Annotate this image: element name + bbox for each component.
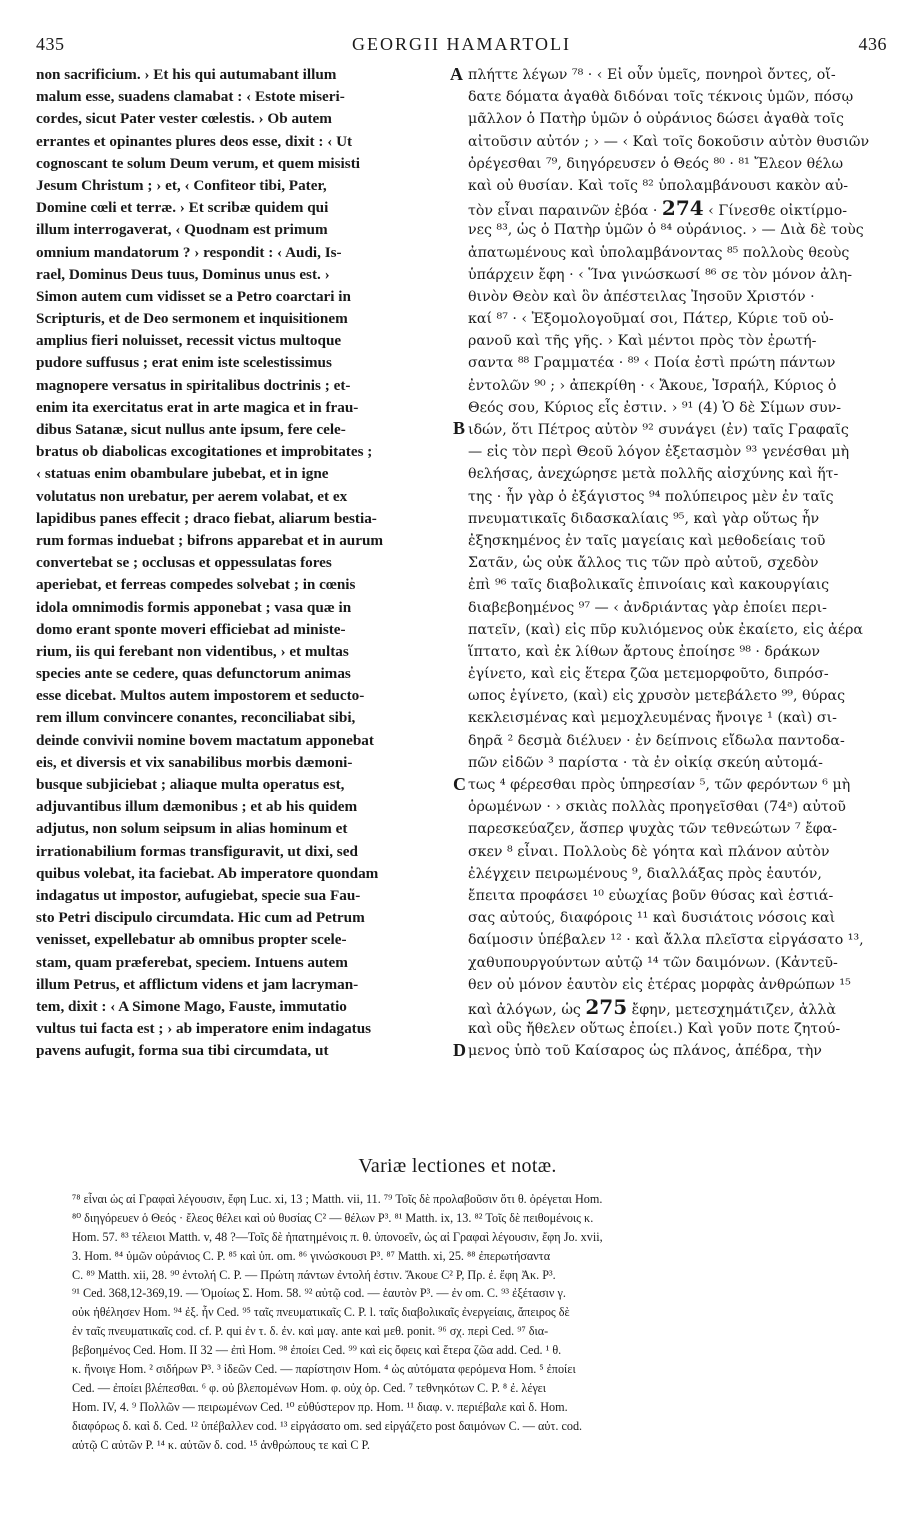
greek-text-line: καί ⁸⁷ · ‹ Ἐξομολογοῦμαί σοι, Πάτερ, Κύριε τοῦ οὐ- (468, 311, 834, 328)
note-line: Ced. — ἐποίει βλέπεσθαι. ⁶ φ. οὐ βλεπομένων Hom. φ. οὐχ ὁρ. Ced. ⁷ τεθνηκότων C. P. ⁸ ἐ. λέγει (72, 1380, 547, 1395)
latin-text-line: rium, iis qui ferebant non videntibus, › et multas (36, 642, 349, 660)
greek-text-line: ἐγίνετο, καὶ εἰς ἕτερα ζῶα μετεμορφοῦτο, διπρόσ- (468, 666, 829, 683)
greek-text-line: θεν οὐ μόνον ἑαυτὸν εἰς ἑτέρας μορφὰς ἀνθρώπων ¹⁵ (468, 976, 851, 993)
latin-text-column (36, 64, 454, 1062)
note-line: C. ⁸⁹ Matth. xii, 28. ⁹⁰ ἐντολή C. P. — Πρώτη πάντων ἐντολή ἐστιν. Ἄκουε C² P, Πρ. ἐ. ἔφη Ἀκ. P³. (72, 1267, 556, 1282)
running-title: GEORGII HAMARTOLI (351, 34, 572, 54)
greek-text-line: ἵπτατο, καὶ ἐκ λίθων ἄρτους ἐποίησε ⁹⁸ · δράκων (468, 643, 820, 660)
latin-text-line: pavens aufugit, forma sua tibi circumdata, ut (36, 1042, 329, 1060)
latin-text-line: Domine cœli et terræ. › Et scribæ quidem qui (36, 199, 329, 217)
note-line: οὐκ ἠθέλησεν Hom. ⁹⁴ ἐξ. ἦν Ced. ⁹⁵ ταῖς πνευματικαῖς C. P. l. ταῖς διαβολικαῖς ἐνεργείαις, ἄπειρος δὲ (72, 1305, 570, 1320)
latin-text-line: enim ita exercitatus erat in arte magica et in frau- (36, 398, 359, 416)
greek-text-line: ἐντολῶν ⁹⁰ ; › ἀπεκρίθη · ‹ Ἄκουε, Ἰσραήλ, Κύριος ὁ (468, 377, 837, 394)
critical-apparatus (72, 1190, 890, 1454)
note-line: Hom. 57. ⁸³ τέλειοι Matth. v, 48 ?—Τοῖς δὲ ἠπατημένοις π. θ. ὑπονοεῖν, ὡς αἱ Γραφαὶ λέγουσιν, ἔφη Jo. xvii, (72, 1229, 603, 1244)
notes-heading: Variæ lectiones et notæ. (358, 1155, 557, 1177)
latin-text-line: illum Petrus, et afflictum videns et jam lacryman- (36, 975, 359, 993)
left-page-number: 435 (36, 34, 65, 54)
greek-text-line: ἔπειτα προφάσει ¹⁰ εὐωχίας βοῦν θύσας καὶ ἑστιά- (468, 887, 834, 904)
latin-text-line: malum esse, suadens clamabat : ‹ Estote miseri- (36, 88, 345, 106)
greek-text-line: διαβεβοημένος ⁹⁷ — ‹ ἀνδριάντας γὰρ ἐποίει περι- (468, 599, 827, 616)
greek-text-line: ἐπὶ ⁹⁶ ταῖς διαβολικαῖς ἐπινοίαις καὶ κακουργίαις (468, 577, 830, 594)
latin-text-line: volutatus non urebatur, per aerem volabat, et ex (36, 487, 348, 505)
greek-text-line: αἰτοῦσιν αὐτόν ; › — ‹ Καὶ τοῖς δοκοῦσιν αὐτὸν θυσιῶν (468, 133, 870, 150)
latin-text-line: idola omnimodis formis apponebat ; vasa quæ in (36, 598, 352, 616)
note-line: Hom. IV, 4. ⁹ Πολλῶν — πειρωμένων Ced. ¹⁰ εὐθύστερον πρ. Hom. ¹¹ διαφ. ν. περιέβαλε καὶ δ. Hom. (72, 1399, 568, 1414)
latin-text-line: rum formas induebat ; bifrons apparebat et in aurum (36, 531, 384, 549)
latin-text-line: bratus ob diabolicas excogitationes et improbitates ; (36, 443, 373, 461)
latin-text-line: venisset, expellebatur ab omnibus propter scele- (36, 931, 347, 949)
greek-text-line: ὑπάρχειν ἔφη · ‹ Ἵνα γινώσκωσί ⁸⁶ σε τὸν μόνον ἀλη- (468, 266, 852, 283)
latin-text-line: errantes et opinantes plures deos esse, dixit : ‹ Ut (36, 132, 353, 150)
greek-text-line: μᾶλλον ὁ Πατὴρ ὑμῶν ὁ οὐράνιος δώσει ἀγαθὰ τοῖς (468, 111, 844, 128)
note-line: 3. Hom. ⁸⁴ ὑμῶν οὐράνιος C. P. ⁸⁵ καὶ ὑπ. om. ⁸⁶ γινώσκουσι P³. ⁸⁷ Matth. xi, 25. ⁸⁸ ἐπερωτήσαντα (72, 1248, 551, 1263)
greek-text-line: ἐλέγχειν πειρωμένους ⁹, διαλλάξας πρὸς ἑαυτόν, (468, 865, 822, 882)
greek-text-line: νες ⁸³, ὡς ὁ Πατὴρ ὑμῶν ὁ ⁸⁴ οὐράνιος. › — Διὰ δὲ τοὺς (468, 222, 864, 239)
latin-text-line: eis, et diversis et vix sanabilibus morbis dæmoni- (36, 753, 353, 771)
greek-text-line: παρεσκεύαζεν, ἅσπερ ψυχὰς τῶν τεθνεώτων ⁷ ἔφα- (468, 821, 838, 838)
latin-text-line: amplius fieri noluisset, recessit victus multoque (36, 332, 342, 350)
greek-text-line: πῶν εἰδῶν ³ παρίστα · τὰ ἐν οἰκίᾳ σκεύη αὐτομά- (468, 754, 823, 771)
greek-text-line: πλήττε λέγων ⁷⁸ · ‹ Εἰ οὖν ὑμεῖς, πονηροὶ ὄντες, οἴ- (468, 67, 836, 83)
latin-text-line: cognoscant te solum Deum verum, et quem misisti (36, 154, 360, 172)
note-line: ⁷⁸ εἶναι ὡς αἱ Γραφαὶ λέγουσιν, ἔφη Luc. xi, 13 ; Matth. vii, 11. ⁷⁹ Τοῖς δὲ προλαβοῦσιν ὅτι θ. ὀρέγεται Hom. (72, 1192, 603, 1206)
latin-text-line: cordes, sicut Pater vester cœlestis. › Ob autem (36, 110, 332, 128)
latin-text-line: aperiebat, et ferreas compedes solvebat ; in cœnis (36, 576, 356, 594)
greek-text-line: σας αὐτούς, διαφόροις ¹¹ καὶ δυσιάτοις νόσοις καὶ (468, 910, 836, 927)
greek-text-line: χαθυπουργούντων αὐτῷ ¹⁴ τῶν δαιμόνων. (Κἀντεῦ- (468, 954, 838, 971)
margin-marker-d: D (453, 1040, 466, 1060)
latin-text-line: vultus tui facta est ; › ab imperatore enim indagatus (36, 1020, 372, 1038)
latin-text-line: omnium mandatorum ? › respondit : ‹ Audi, Is- (36, 243, 342, 261)
greek-text-line: ὁρωμένων · › σκιὰς πολλὰς προηγεῖσθαι (74ᵃ) αὐτοῦ (468, 799, 846, 816)
greek-text-line: ἀπατωμένους καὶ ὑπολαμβάνοντας ⁸⁵ πολλοὺς θεοὺς (468, 244, 850, 261)
greek-text-line: μενος ὑπὸ τοῦ Καίσαρος ὡς πλάνος, ἀπέδρα, τὴν (468, 1043, 822, 1060)
inline-page-number: 274 (661, 197, 704, 220)
right-page-number: 436 (858, 34, 887, 54)
margin-marker-c: C (453, 774, 466, 794)
greek-text-line: τὸν εἶναι παραινῶν ἐβόα · 274 ‹ Γίνεσθε οἰκτίρμο- (468, 197, 848, 220)
greek-text-line: θελήσας, ἀνεχώρησε μετὰ πολλῆς αἰσχύνης καὶ ἥτ- (468, 466, 839, 483)
latin-text-line: quibus volebat, ita faciebat. Ab imperatore quondam (36, 864, 379, 882)
greek-text-line: καὶ οὓς ἤθελεν οὕτως ἐποίει.) Καὶ γοῦν ποτε ζητού- (468, 1021, 841, 1038)
greek-text-line: δατε δόματα ἀγαθὰ διδόναι τοῖς τέκνοις ὑμῶν, πόσῳ (468, 89, 854, 106)
greek-text-line: τως ⁴ φέρεσθαι πρὸς ὑπηρεσίαν ⁵, τῶν φερόντων ⁶ μὴ (468, 777, 851, 793)
latin-text-line: pudore suffusus ; erat enim iste scelestissimus (36, 354, 332, 372)
greek-text-line: πνευματικαῖς διδασκαλίαις ⁹⁵, καὶ γὰρ οὕτως ἦν (468, 510, 820, 527)
latin-text-line: ‹ statuas enim obambulare jubebat, et in igne (36, 465, 329, 483)
latin-text-line: non sacrificium. › Et his qui autumabant illum (36, 66, 337, 83)
latin-text-line: lapidibus panes effecit ; draco fiebat, aliarum bestia- (36, 509, 377, 527)
latin-text-line: dibus Satanæ, sicut nullus ante ipsum, fere cele- (36, 421, 346, 438)
latin-text-line: illum interrogaverat, ‹ Quodnam est primum (36, 221, 328, 239)
latin-text-line: busque subjiciebat ; aliaque multa operatus est, (36, 776, 345, 793)
latin-text-line: rem illum convincere conantes, reconciliabat sibi, (36, 709, 356, 727)
latin-text-line: sto Petri discipulo circumdata. Hic cum ad Petrum (36, 909, 365, 927)
greek-text-column (468, 64, 886, 1062)
note-line: βεβοημένος Ced. Hom. II 32 — ἐπὶ Hom. ⁹⁸ ἐποίει Ced. ⁹⁹ καὶ εἰς ὄφεις καὶ ἕτερα ζῶα add. Ced. ¹ θ. (72, 1343, 562, 1358)
latin-text-line: Scripturis, et de Deo sermonem et inquisitionem (36, 310, 348, 328)
greek-text-line: κεκλεισμένας καὶ μεμοχλευμένας ἤνοιγε ¹ (καὶ) σι- (468, 710, 837, 727)
latin-text-line: irrationabilium formas transfiguravit, ut dixi, sed (36, 842, 358, 860)
page-header (36, 34, 887, 58)
greek-text-line: ωπος ἐγίνετο, (καὶ) εἰς χρυσὸν μετεβάλετο ⁹⁹, θύρας (468, 688, 846, 705)
latin-text-line: domo erant sponte moveri efficiebat ad ministe- (36, 620, 346, 638)
greek-text-line: καὶ οὐ θυσίαν. Καὶ τοῖς ⁸² ὑπολαμβάνουσι κακὸν αὐ- (468, 177, 848, 194)
greek-text-line: δηρᾶ ² δεσμὰ διέλυεν · ἐν δείπνοις εἴδωλα παντοδα- (468, 732, 845, 749)
greek-text-line: Θεός σου, Κύριος εἷς ἐστιν. › ⁹¹ (4) Ὁ δὲ Σίμων συν- (468, 399, 841, 416)
latin-text-line: stam, quam præferebat, speciem. Intuens autem (36, 953, 348, 971)
latin-text-line: Simon autem cum vidisset se a Petro coarctari in (36, 287, 351, 305)
margin-marker-a: A (450, 64, 463, 84)
latin-text-line: deinde convivii nomine bovem mactatum apponebat (36, 731, 374, 749)
inline-page-number: 275 (585, 995, 628, 1019)
greek-text-line: ιδών, ὅτι Πέτρος αὐτὸν ⁹² συνάγει (ἐν) ταῖς Γραφαῖς (468, 422, 849, 438)
latin-text-line: indagatus ut impostor, aufugiebat, specie sua Fau- (36, 886, 361, 904)
latin-text-line: tem, dixit : ‹ A Simone Mago, Fauste, immutatio (36, 997, 347, 1015)
greek-text-line: ἐξησκημένος ἐν ταῖς μαγείαις καὶ μεθοδείαις τοῦ (468, 532, 826, 549)
latin-text-line: species ante se cedere, quas defunctorum animas (36, 665, 351, 683)
latin-text-line: adjuvantibus illum dæmonibus ; et ab his quidem (36, 798, 358, 816)
greek-text-line: σαντα ⁸⁸ Γραμματέα · ⁸⁹ ‹ Ποία ἐστὶ πρώτη πάντων (468, 355, 836, 372)
greek-text-line: — εἰς τὸν περὶ Θεοῦ λόγον ἐξετασμὸν ⁹³ γενέσθαι μὴ (468, 444, 850, 461)
margin-marker-b: B (453, 418, 466, 438)
latin-text-line: adjutus, non solum seipsum in alias hominum et (36, 820, 348, 838)
greek-text-line: της · ἦν γὰρ ὁ ἐξάγιστος ⁹⁴ πολύπειρος μὲν ἐν ταῖς (468, 488, 834, 505)
greek-text-line: σκεν ⁸ εἶναι. Πολλοὺς δὲ γόητα καὶ πλάνον αὐτὸν (468, 843, 830, 860)
note-line: διαφόρως δ. καὶ δ. Ced. ¹² ὑπέβαλλεν cod. ¹³ εἰργάσατο om. sed εἰργάζετο post δαιμόνων C. — αὐτ. cod. (72, 1418, 583, 1433)
latin-text-line: esse dicebat. Multos autem impostorem et seducto- (36, 687, 365, 705)
greek-text-line: δαίμοσιν ὑπέβαλεν ¹² · καὶ ἄλλα πλεῖστα εἰργάσατο ¹³, (468, 932, 864, 949)
note-line: ἐν ταῖς πνευματικαῖς cod. cf. P. qui ἐν τ. δ. ἐν. καὶ μαγ. ante καὶ μεθ. ponit. ⁹⁶ σχ. περὶ Ced. ⁹⁷ δια- (72, 1324, 549, 1339)
latin-text-line: magnopere versatus in spiritalibus doctrinis ; et- (36, 376, 351, 394)
greek-text-line: θινὸν Θεὸν καὶ ὃν ἀπέστειλας Ἰησοῦν Χριστόν · (468, 288, 815, 305)
note-line: αὐτῷ C αὐτῶν P. ¹⁴ κ. αὐτῶν δ. cod. ¹⁵ ἀνθρώπους τε καὶ C P. (72, 1437, 370, 1452)
latin-text-line: rael, Dominus Deus tuus, Dominus unus est. › (36, 265, 330, 283)
greek-text-line: ρανοῦ καὶ τῆς γῆς. › Καὶ μέντοι πρὸς τὸν ἐρωτή- (468, 333, 817, 350)
greek-text-line: ὀρέγεσθαι ⁷⁹, διηγόρευσεν ὁ Θεός ⁸⁰ · ⁸¹ Ἔλεον θέλω (468, 155, 844, 172)
greek-text-line: Σατᾶν, ὡς οὐκ ἄλλος τις τῶν πρὸ αὐτοῦ, σχεδὸν (468, 555, 819, 572)
note-line: ⁸⁰ διηγόρευεν ὁ Θεός · ἔλεος θέλει καὶ οὐ θυσίας C² — θέλων P³. ⁸¹ Matth. ix, 13. ⁸² Τοῖς δὲ πειθομένοις κ. (72, 1210, 594, 1225)
note-line: ⁹¹ Ced. 368,12-369,19. — Ὁμοίως Σ. Hom. 58. ⁹² αὐτῷ cod. — ἑαυτὸν P³. — ἐν om. C. ⁹³ ἐξέτασιν γ. (72, 1286, 566, 1301)
note-line: κ. ἤνοιγε Hom. ² σιδήρων P³. ³ ἰδεῶν Ced. — παρίστησιν Hom. ⁴ ὡς αὐτόματα φερόμενα Hom. ⁵ ἐποίει (72, 1362, 576, 1377)
latin-text-line: Jesum Christum ; › et, ‹ Confiteor tibi, Pater, (36, 176, 327, 194)
greek-text-line: πατεῖν, (καὶ) εἰς πῦρ κυλιόμενος οὐκ ἐκαίετο, εἰς ἀέρα (468, 621, 863, 638)
greek-text-line: καὶ ἀλόγων, ὡς 275 ἔφην, μετεσχημάτιζεν, ἀλλὰ (468, 995, 836, 1019)
latin-text-line: convertebat se ; occlusas et oppessulatas fores (36, 554, 332, 572)
